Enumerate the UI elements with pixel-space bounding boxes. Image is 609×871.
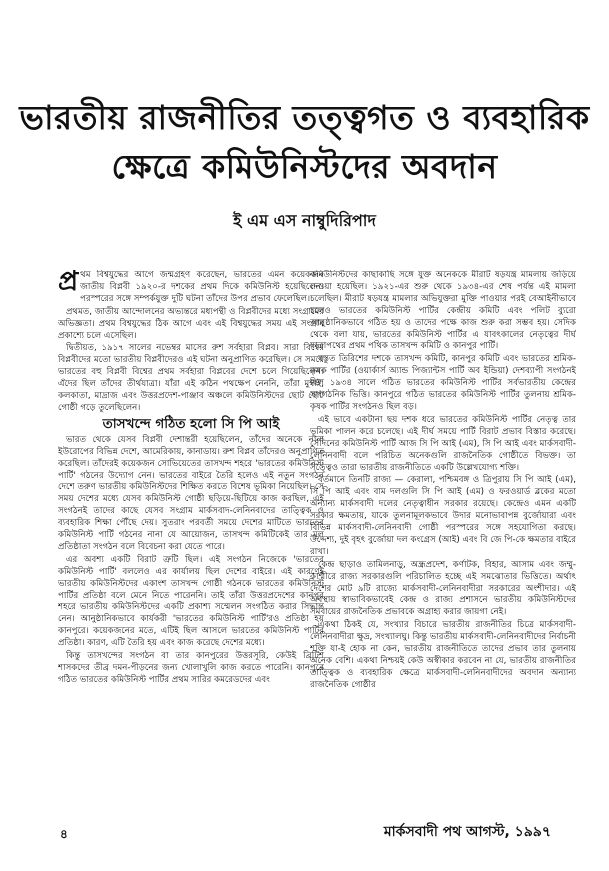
running-footer: মার্কসবাদী পথ আগস্ট, ১৯৯৭: [383, 824, 551, 840]
paragraph: বস্তুত তিরিশের দশকে তাসখন্দ কমিটি, কানপুর কমিটি এবং ভারতের শ্রমিক-কৃষক পার্টির (ওয়ার্কার্স অ্যান্ড পিজ্যান্টস পার্টি অব ইন্ডিয়া) দেশব্যাপী সংগঠনই ছিল ১৯৩৪ সালে গঠিত ভারতের কমিউনিস্ট পার্টির সর্বভারতীয় কেন্দ্রের সাংগঠনিক ভিত্তি। কানপুরে গঠিত ভারতের কমিউনিস্ট পার্টির তুলনায় শ্রমিক-কৃষক পার্টির সংগঠনও ছিল বড়।: [310, 354, 576, 412]
title-line-2: ক্ষেত্রে কমিউনিস্টদের অবদান: [111, 147, 498, 186]
paragraph: বর্তমানে তিনটি রাজ্য — কেরালা, পশ্চিমবঙ্গ ও ত্রিপুরায় সি পি আই (এম), সি পি আই এবং বাম দলগুলি সি পি আই (এম) ও ফরওয়ার্ড ব্লকের মতো অন্যান্য মার্কসবাদী দলের নেতৃত্বাধীন সরকার রয়েছে। কেন্দ্রেও এমন একটি সরকার ক্ষমতায়, যাকে তুলনামূলকভাবে উদার মনোভাবাপন্ন বুর্জোয়ারা এবং বিভিন্ন মার্কসবাদী-লেনিনবাদী গোষ্ঠী পরস্পরের সঙ্গে সহযোগিতা করছে। উদ্দেশ্য, দুই বৃহৎ বুর্জোয়া দল কংগ্রেস (আই) এবং বি জে পি-কে ক্ষমতার বাইরে রাখা।: [310, 475, 576, 557]
right-column: [310, 270, 576, 820]
page-number: ৪: [60, 827, 68, 841]
paragraph: [58, 270, 324, 306]
paragraph: এর অবশ্য একটি বিরাট ত্রুটি ছিল। এই সংগঠন নিজেকে 'ভারতের কমিউনিস্ট পার্টি' বললেও এর কার্যালয় ছিল দেশের বাইরে। এই কারণেই ভারতীয় কমিউনিস্টদের একাংশ তাসখন্দ গোষ্ঠী গঠনকে ভারতের কমিউনিস্ট পার্টির প্রতিষ্ঠা বলে মেনে নিতে পারেননি। তাই তাঁরা উত্তরপ্রদেশের কানপুর শহরে ভারতীয় কমিউনিস্টদের একটি প্রকাশ্য সম্মেলন সংগঠিত করার সিদ্ধান্ত নেন। আনুষ্ঠানিকভাবে কার্যকরী 'ভারতের কমিউনিস্ট পার্টি'রও প্রতিষ্ঠা হয় কানপুরে। কয়েকজনের মতে, এটিই ছিল আসলে ভারতের কমিউনিস্ট পার্টির প্রতিষ্ঠা। কারণ, এটি তৈরি হয় এবং কাজ করেছে দেশের মধ্যে।: [58, 554, 324, 649]
paragraph: কমিউনিস্টদের কাছাকাছি সঙ্গে যুক্ত অনেককে মীরাট ষড়যন্ত্র মামলায় জড়িয়ে দেওয়া হয়েছিল। ১৯২১-এর শুরু থেকে ১৯৩৪-এর শেষ পর্যন্ত এই মামলা চলেছিল। মীরাট ষড়যন্ত্র মামলার অভিযুক্তরা মুক্তি পাওয়ার পরই বেআইনীভাবে চলেও ভারতের কমিউনিস্ট পার্টির কেন্দ্রীয় কমিটি এবং পলিট ব্যুরো আনুষ্ঠানিকভাবে গঠিত হয় ও তাদের পক্ষে কাজ শুরু করা সম্ভব হয়। সেদিক থেকে বলা যায়, ভারতের কমিউনিস্ট পার্টির এ যাবৎকালের নেতৃত্বের দীর্ঘ যাত্রাপথের প্রথম পথিক তাসখন্দ কমিটি ও কানপুর পার্টি।: [310, 270, 576, 352]
section-heading: তাসখন্দে গঠিত হলো সি পি আই: [102, 415, 280, 432]
author: ই এম এস নাম্বুদিরিপাদ: [233, 211, 376, 230]
left-column: [58, 270, 324, 820]
paragraph: প্রথমত, জাতীয় আন্দোলনের অভ্যন্তরে মধ্যপন্থী ও বিপ্লবীদের মধ্যে সংগ্রামের অভিজ্ঞতা। প্রথম বিশ্বযুদ্ধের ঠিক আগে এবং এই বিশ্বযুদ্ধের সময় এই সংগ্রাম প্রকাশ্যে চলে এসেছিল।: [58, 306, 324, 341]
paragraph: এই ভাবে একটানা ছয় দশক ধরে ভারতের কমিউনিস্ট পার্টির নেতৃত্ব তার ভূমিকা পালন করে চলেছে। এই দীর্ঘ সময়ে পার্টি বিরাট প্রভাব বিস্তার করেছে। সেদিনের কমিউনিস্ট পার্টি আজ সি পি আই (এম), সি পি আই এবং মার্কসবাদী-লেনিনবাদী বলে পরিচিত অনেকগুলি রাজনৈতিক গোষ্ঠীতে বিভক্ত। তা সত্ত্বেও তারা ভারতীয় রাজনীতিতে একটি উল্লেখযোগ্য শক্তি।: [310, 414, 576, 473]
drop-cap: প্র: [58, 270, 79, 297]
title-line-1: ভারতীয় রাজনীতির তত্ত্বগত ও ব্যবহারিক: [19, 98, 590, 137]
paragraph: একথা ঠিকই যে, সংখ্যার বিচারে ভারতীয় রাজনীতির চিত্রে মার্কসবাদী-লেনিনবাদীরা ক্ষুদ্র, সংখ্যালঘু। কিন্তু ভারতীয় মার্কসবাদী-লেনিনবাদীদের নির্বাচনী শক্তি যা-ই হোক না কেন, ভারতীয় রাজনীতিতে তাদের প্রভাব তার তুলনায় অনেক বেশি। একথা নিশ্চয়ই কেউ অস্বীকার করবেন না যে, ভারতীয় রাজনীতির তাত্ত্বিক ও ব্যবহারিক ক্ষেত্রে মার্কসবাদী-লেনিনবাদীদের অবদান অন্যান্য রাজনৈতিক গোষ্ঠীর: [310, 620, 576, 690]
paragraph: কিন্তু তাসখন্দের সংগঠন বা তার কানপুরের উত্তরসূরি, কেউই ব্রিটিশ শাসকদের তীব্র দমন-পীড়নের জন্য খোলাখুলি কাজ করতে পারেনি। কানপুরে গঠিত ভারতের কমিউনিস্ট পার্টির প্রথম সারির কমরেডদের এবং: [58, 651, 324, 685]
paragraph: কেন্দ্র ছাড়াও তামিলনাড়ু, অন্ধ্রপ্রদেশ, কর্ণাটক, বিহার, আসাম এবং জম্মু-কাশ্মীরে রাজ্য সরকারগুলি পরিচালিত হচ্ছে এই সমঝোতার ভিত্তিতে। অর্থাৎ দেশের মোট ৯টি রাজ্যে মার্কসবাদী-লেনিনবাদীরা সরকারের অংশীদার। এই অবস্থায় স্বাভাবিকভাবেই কেন্দ্র ও রাজ্য প্রশাসনে ভারতীয় কমিউনিস্টদের সমবায়ের রাজনৈতিক প্রভাবকে অগ্রাহ্য করার জায়গা নেই।: [310, 559, 576, 618]
paragraph-text: থম বিশ্বযুদ্ধের আগে জন্মগ্রহণ করেছেন, ভারতের এমন কয়েকজন জাতীয় বিপ্লবী ১৯২০-র দশকের প্রথম দিকে কমিউনিস্ট হয়েছিলেন। পরস্পরের সঙ্গে সম্পর্কযুক্ত দুটি ঘটনা তাঁদের উপর প্রভাব ফেলেছিল।: [80, 270, 324, 304]
paragraph: দ্বিতীয়ত, ১৯১৭ সালের নভেম্বর মাসের রুশ সর্বহারা বিপ্লব। সারা বিশ্বের বিপ্লবীদের মতো ভারতীয় বিপ্লবীদেরও এই ঘটনা অনুপ্রাণিত করেছিল। সে সময়ে ভারতের বহু বিপ্লবী বিশ্বের প্রথম সর্বহারা বিপ্লবের দেশে চলে গিয়েছিলেন। এঁদের ছিল তাঁদের তীর্থযাত্রা। যাঁরা এই কঠিন পথক্ষেপ নেননি, তাঁরা মুম্বাই, কলকাতা, মাদ্রাজ এবং উত্তরপ্রদেশ-পাঞ্জাব অঞ্চলে কমিউনিস্টদের ছোট ছোট গোষ্ঠী গড়ে তুলেছিলেন।: [58, 343, 324, 413]
paragraph: ভারত থেকে যেসব বিপ্লবী দেশান্তরী হয়েছিলেন, তাঁদের অনেকে নানা ইউরোপের বিভিন্ন দেশে, আমেরিকায়, কানাডায়। রুশ বিপ্লব তাঁদেরও অনুপ্রাণিত করেছিল। তাঁদেরই কয়েকজন সোভিয়েতের তাসখন্দ শহরে 'ভারতের কমিউনিস্ট পার্টি' গঠনের উদ্যোগ নেন। ভারতের বাইরে তৈরি হলেও এই নতুন সংগঠন দেশে তরুণ ভারতীয় কমিউনিস্টদের শিক্ষিত করতে বিশেষ ভূমিকা নিয়েছিল। সে সময় দেশের মধ্যে যেসব কমিউনিস্ট গোষ্ঠী ছড়িয়ে-ছিটিয়ে কাজ করছিল, এই সংগঠনই তাদের কাছে যেসব সংগ্রাম মার্কসবাদ-লেনিনবাদের তাত্ত্বিক ও ব্যবহারিক শিক্ষা পৌঁছে দেয়। সুতরাং পরবর্তী সময়ে দেশের মাটিতে ভারতের কমিউনিস্ট পার্টি গঠনের নানা যে আয়োজন, তাসখন্দ কমিটিকেই তার মূল প্রতিষ্ঠাতা সংগঠন বলে বিবেচনা করা যেতে পারে।: [58, 434, 324, 552]
